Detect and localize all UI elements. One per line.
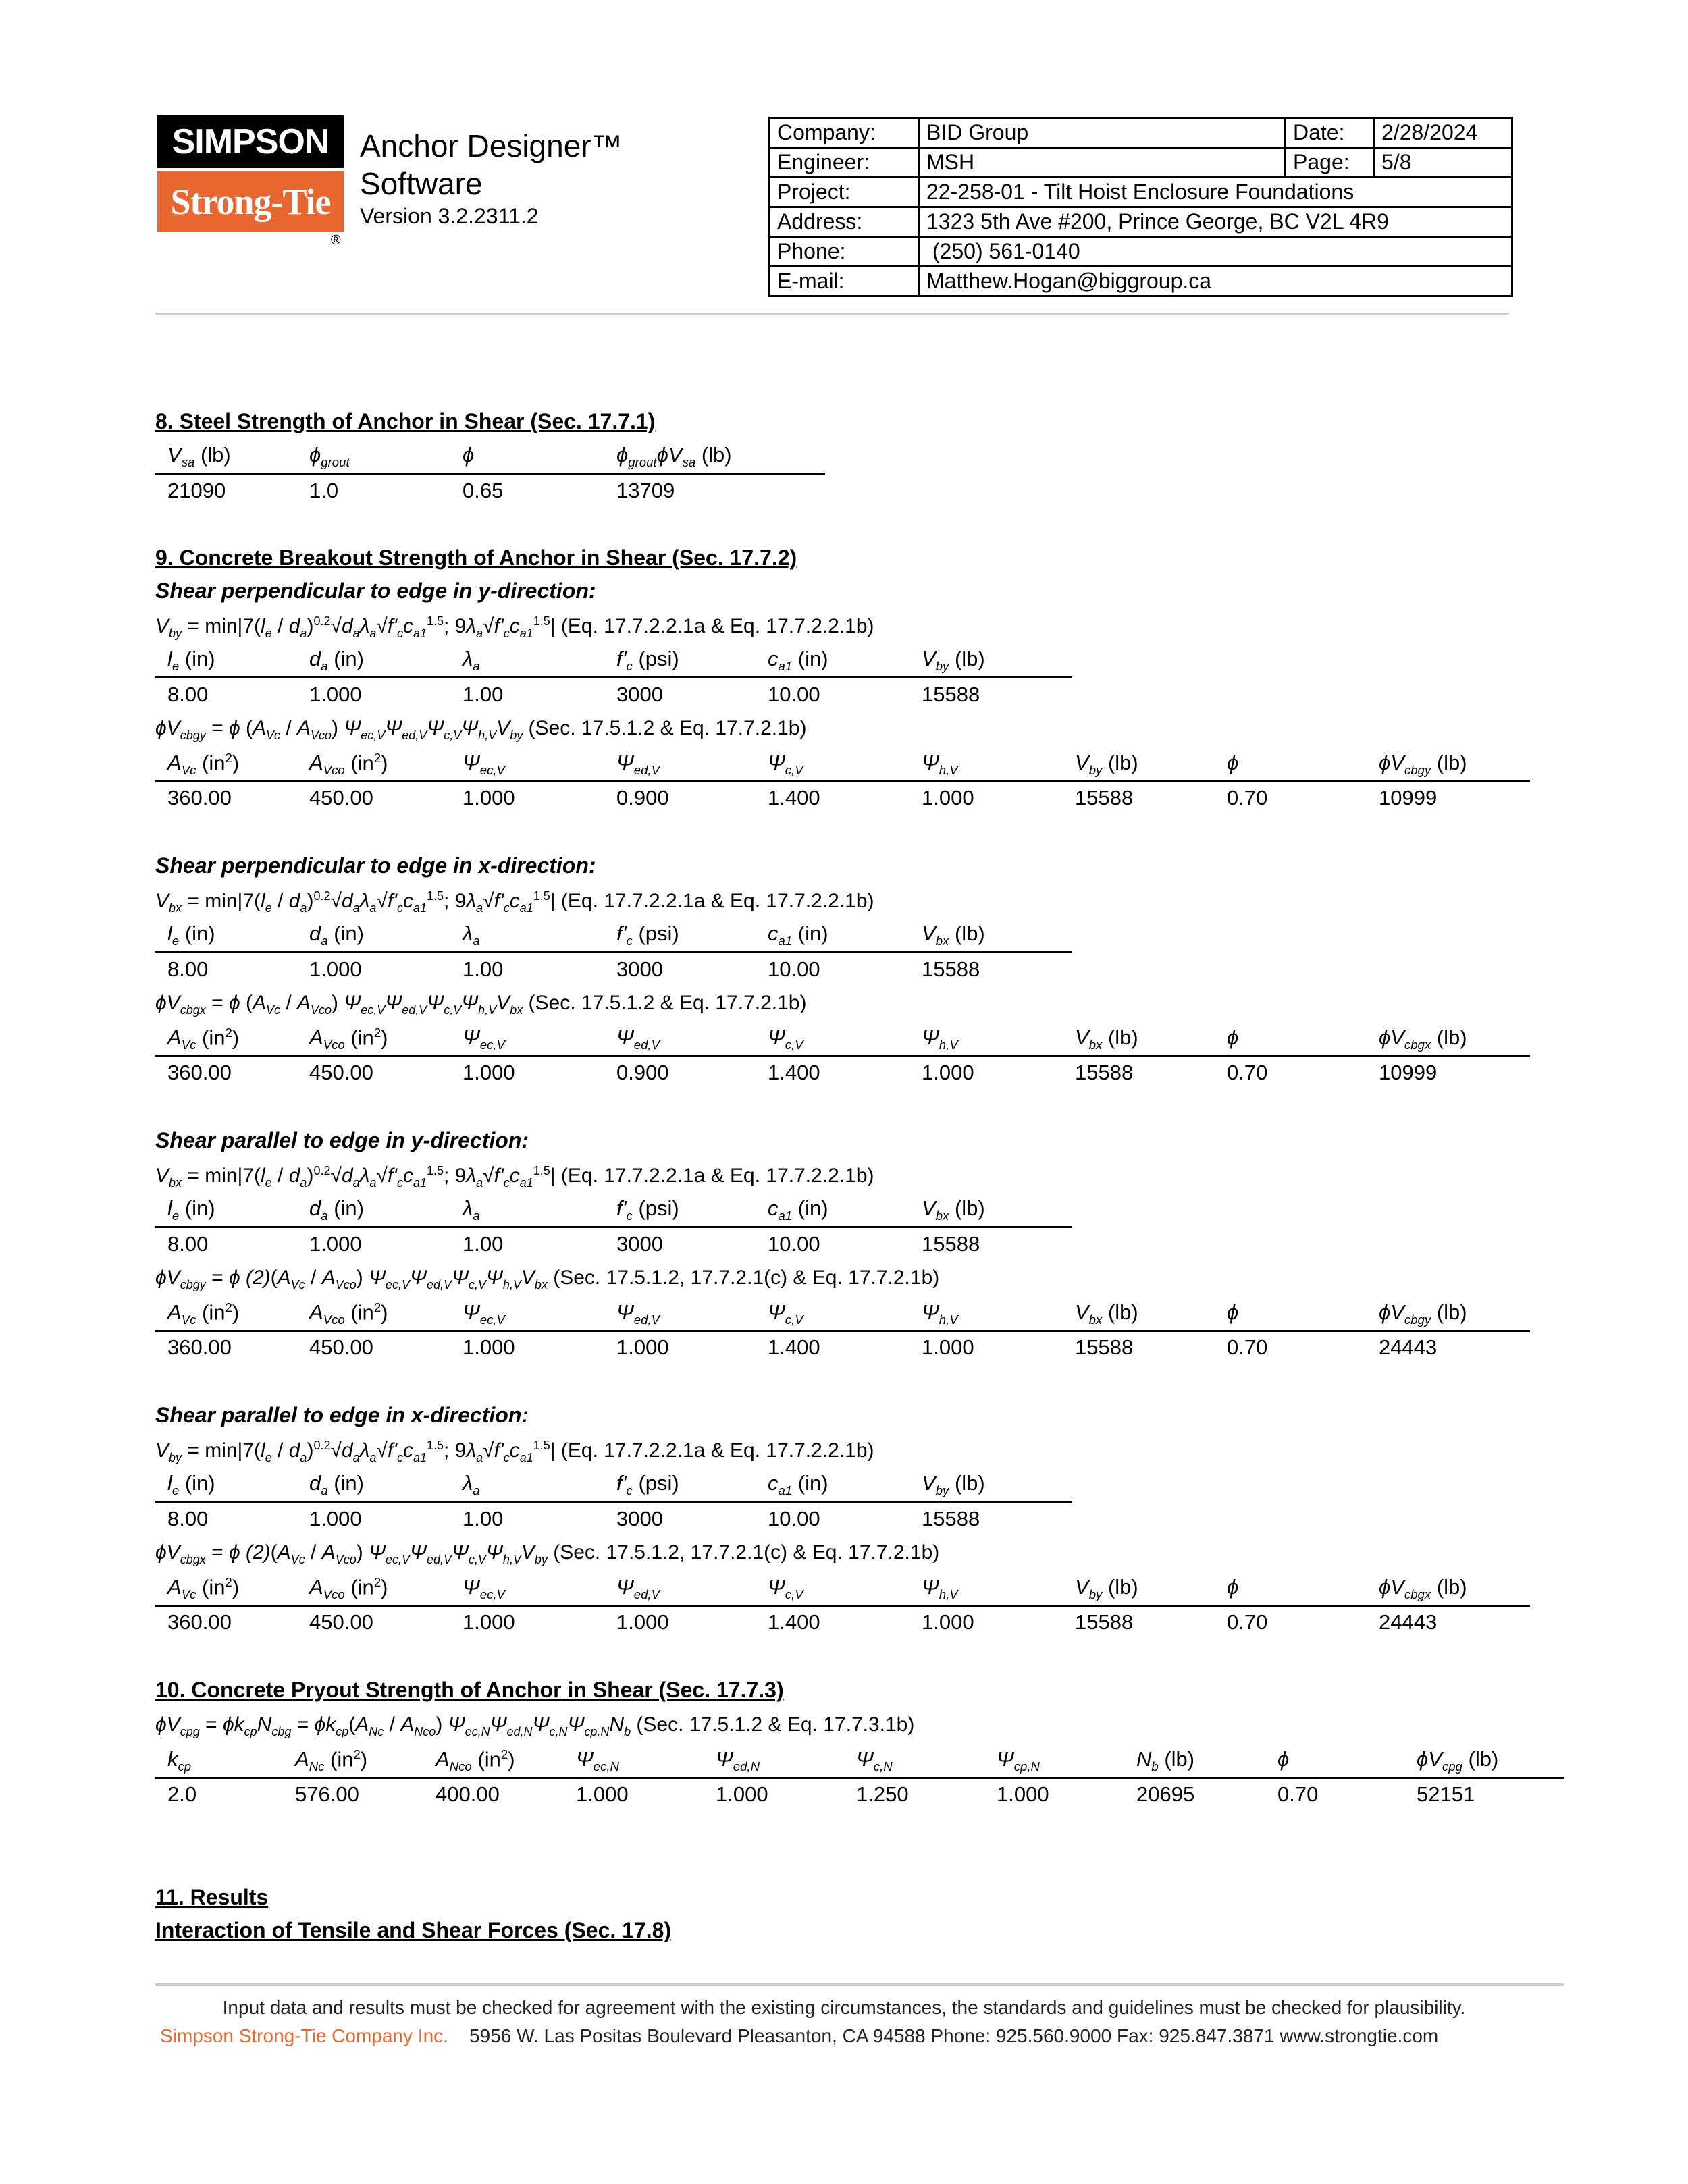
s9b-header2: $A_{Vc}$ $(in^2)$ $A_{Vco}$ $(in^2)$ $\Psi_{ec,V}$ $\Psi_{ed,V}$ $\Psi_{c,V}$ $\Psi_{h,V}$ $V_{bx}$ (lb) ϕ $\phi V_{cbgx}$ (lb) xyxy=(155,1026,1530,1057)
project-value: 22-258-01 - Tilt Hoist Enclosure Foundations xyxy=(919,178,1512,207)
s9d-formula1: $V_{by} = \min|7(l_e / d_a)^{0.2}√d_a\lambda_a√f'_cc_{a1}^{1.5}$; $9\lambda_a√f'_cc_{a1}^{1.5}|$ (Eq. 17.7.2.2.1a & Eq. 17.7.2.2.1b) xyxy=(155,1439,874,1464)
s9a-header2: $A_{Vc}$ $(in^2)$ $A_{Vco}$ $(in^2)$ $\Psi_{ec,V}$ $\Psi_{ed,V}$ $\Psi_{c,V}$ $\Psi_{h,V}$ $V_{by}$ (lb) ϕ $\phi V_{cbgy}$ (lb) xyxy=(155,751,1530,782)
s9b-header1: $l_e$ (in) $d_a$ (in) $\lambda_a$ $f'_c$ (psi) $c_{a1}$ (in) $V_{bx}$ (lb) xyxy=(155,922,1072,953)
project-label: Project: xyxy=(770,178,919,207)
s9c-title: Shear parallel to edge in y-direction: xyxy=(155,1128,529,1152)
s9b-formula1: $V_{bx} = \min|7(l_e / d_a)^{0.2}√d_a\lambda_a√f'_cc_{a1}^{1.5}$; $9\lambda_a√f'_cc_{a1}^{1.5}|$ (Eq. 17.7.2.2.1a & Eq. 17.7.2.2.1b) xyxy=(155,889,874,915)
s9a-formula2: $\phi V_{cbgy} = \phi$ $(A_{Vc} / A_{Vco})$ $\Psi_{ec,V}\Psi_{ed,V}\Psi_{c,V}\Psi_{h,V}V_{by}$ (Sec. 17.5.1.2 & Eq. 17.7.2.1b) xyxy=(155,717,807,742)
page-value: 5/8 xyxy=(1374,148,1512,178)
s10-formula: $\phi V_{cpg} = \phi k_{cp}N_{cbg} = \phi k_{cp}(A_{Nc} / A_{Nco})$ $\Psi_{ec,N}\Psi_{ed,N}\Psi_{c,N}\Psi_{cp,N}N_b$ (Sec. 17.5.1.2 & Eq. 17.7.3.1b) xyxy=(155,1713,915,1738)
section-10-title: 10. Concrete Pryout Strength of Anchor in Shear (Sec. 17.7.3) xyxy=(155,1678,784,1702)
project-info-table xyxy=(768,117,1513,297)
date-label: Date: xyxy=(1286,118,1374,148)
phone-label: Phone: xyxy=(770,237,919,267)
page-label: Page: xyxy=(1286,148,1374,178)
app-version: Version 3.2.2311.2 xyxy=(360,204,539,228)
s9c-header1: $l_e$ (in) $d_a$ (in) $\lambda_a$ $f'_c$ (psi) $c_{a1}$ (in) $V_{bx}$ (lb) xyxy=(155,1196,1072,1228)
strongtie-logo-bottom: Strong-Tie xyxy=(157,171,344,232)
s9c-formula1: $V_{bx} = \min|7(l_e / d_a)^{0.2}√d_a\lambda_a√f'_cc_{a1}^{1.5}$; $9\lambda_a√f'_cc_{a1}^{1.5}|$ (Eq. 17.7.2.2.1a & Eq. 17.7.2.2.1b) xyxy=(155,1164,874,1190)
section-11-subtitle: Interaction of Tensile and Shear Forces (Sec. 17.8) xyxy=(155,1918,672,1942)
s9d-formula2: $\phi V_{cbgx} = \phi$ $(2)(A_{Vc} / A_{Vco})$ $\Psi_{ec,V}\Psi_{ed,V}\Psi_{c,V}\Psi_{h,V}V_{by}$ (Sec. 17.5.1.2, 17.7.2.1(c) & Eq. 17.7.2.1b) xyxy=(155,1541,940,1566)
phone-value: (250) 561-0140 xyxy=(919,237,1512,267)
s9d-title: Shear parallel to edge in x-direction: xyxy=(155,1403,529,1427)
footer-disclaimer: Input data and results must be checked for agreement with the existing circumstances, the standards and guidelines must be checked for plausibility. xyxy=(222,1997,1466,2018)
email-value: Matthew.Hogan@biggroup.ca xyxy=(919,267,1512,296)
s9a-formula1: $V_{by} = \min|7(l_e / d_a)^{0.2}√d_a\lambda_a√f'_cc_{a1}^{1.5}$; $9\lambda_a√f'_cc_{a1}^{1.5}|$ (Eq. 17.7.2.2.1a & Eq. 17.7.2.2.1b) xyxy=(155,614,874,640)
s9d-header2: $A_{Vc}$ $(in^2)$ $A_{Vco}$ $(in^2)$ $\Psi_{ec,V}$ $\Psi_{ed,V}$ $\Psi_{c,V}$ $\Psi_{h,V}$ $V_{by}$ (lb) ϕ $\phi V_{cbgx}$ (lb) xyxy=(155,1575,1530,1607)
section-8-title: 8. Steel Strength of Anchor in Shear (Sec. 17.7.1) xyxy=(155,409,656,433)
s9a-title: Shear perpendicular to edge in y-direction: xyxy=(155,579,596,603)
s9a-header1: $l_e$ (in) $d_a$ (in) $\lambda_a$ $f'_c$ (psi) $c_{a1}$ (in) $V_{by}$ (lb) xyxy=(155,647,1072,678)
address-value: 1323 5th Ave #200, Prince George, BC V2L 4R9 xyxy=(919,207,1512,237)
app-title xyxy=(360,127,623,203)
company-label: Company: xyxy=(770,118,919,148)
email-label: E-mail: xyxy=(770,267,919,296)
s8-header-row: $V_{sa}$ (lb) $\phi_{grout}$ ϕ $\phi_{grout}\phi V_{sa}$ (lb) xyxy=(155,443,825,475)
footer-address: 5956 W. Las Positas Boulevard Pleasanton, CA 94588 Phone: 925.560.9000 Fax: 925.847.3871 www.strongtie.com xyxy=(469,2025,1439,2046)
engineer-value: MSH xyxy=(919,148,1286,178)
app-title-line1: Anchor Designer™ xyxy=(360,128,623,163)
company-value: BID Group xyxy=(919,118,1286,148)
s9b-title: Shear perpendicular to edge in x-direction: xyxy=(155,853,596,878)
footer-divider xyxy=(155,1983,1564,1986)
app-title-line2: Software xyxy=(360,166,483,201)
section-9-title: 9. Concrete Breakout Strength of Anchor in Shear (Sec. 17.7.2) xyxy=(155,545,797,570)
s9d-header1: $l_e$ (in) $d_a$ (in) $\lambda_a$ $f'_c$ (psi) $c_{a1}$ (in) $V_{by}$ (lb) xyxy=(155,1471,1072,1503)
address-label: Address: xyxy=(770,207,919,237)
header-divider xyxy=(155,313,1509,315)
engineer-label: Engineer: xyxy=(770,148,919,178)
s8-value-row: 21090 1.0 0.65 13709 xyxy=(167,479,675,502)
s10-header: $k_{cp}$ $A_{Nc}$ $(in^2)$ $A_{Nco}$ $(in^2)$ $\Psi_{ec,N}$ $\Psi_{ed,N}$ $\Psi_{c,N}$ $\Psi_{cp,N}$ $N_b$ (lb) ϕ $\phi V_{cpg}$ (lb) xyxy=(155,1747,1564,1779)
s9c-header2: $A_{Vc}$ $(in^2)$ $A_{Vco}$ $(in^2)$ $\Psi_{ec,V}$ $\Psi_{ed,V}$ $\Psi_{c,V}$ $\Psi_{h,V}$ $V_{bx}$ (lb) ϕ $\phi V_{cbgy}$ (lb) xyxy=(155,1300,1530,1332)
date-value: 2/28/2024 xyxy=(1374,118,1512,148)
footer-contact xyxy=(160,2025,1438,2047)
footer-company[interactable]: Simpson Strong-Tie Company Inc. xyxy=(160,2025,448,2046)
s9b-formula2: $\phi V_{cbgx} = \phi$ $(A_{Vc} / A_{Vco})$ $\Psi_{ec,V}\Psi_{ed,V}\Psi_{c,V}\Psi_{h,V}V_{bx}$ (Sec. 17.5.1.2 & Eq. 17.7.2.1b) xyxy=(155,992,807,1017)
section-11-title: 11. Results xyxy=(155,1885,269,1909)
simpson-logo-top: SIMPSON xyxy=(157,115,344,168)
s9c-formula2: $\phi V_{cbgy} = \phi$ $(2)(A_{Vc} / A_{Vco})$ $\Psi_{ec,V}\Psi_{ed,V}\Psi_{c,V}\Psi_{h,V}V_{bx}$ (Sec. 17.5.1.2, 17.7.2.1(c) & Eq. 17.7.2.1b) xyxy=(155,1267,940,1291)
logo-registered-mark: ® xyxy=(331,233,341,248)
